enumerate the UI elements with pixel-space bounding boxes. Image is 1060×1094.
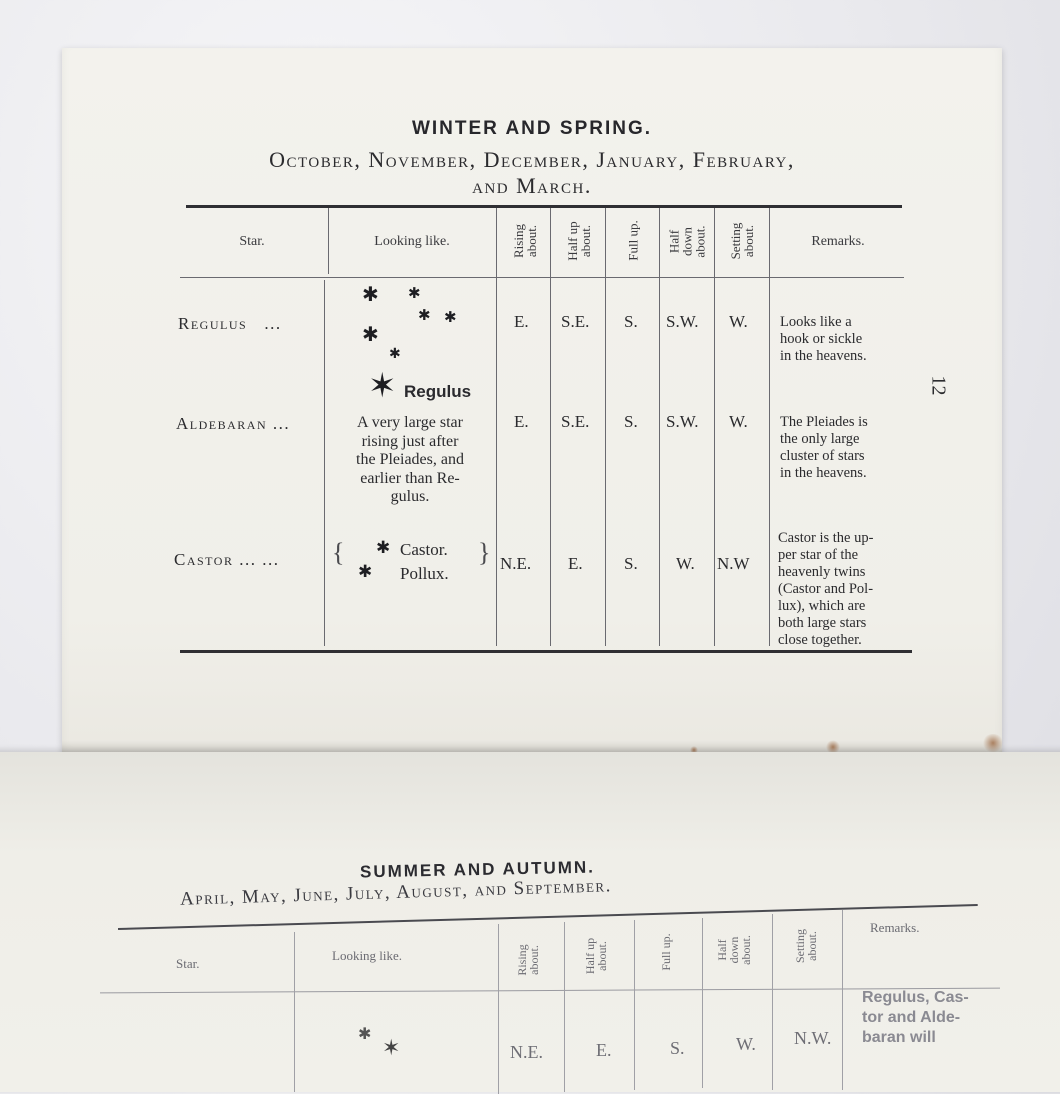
header-remarks: Remarks. [811, 234, 865, 249]
section-title: WINTER AND SPRING. [411, 118, 653, 139]
castor-label: Castor. [400, 540, 448, 559]
star-icon: ✱ [358, 562, 373, 582]
star-icon: ✱ [408, 284, 421, 302]
star-icon: ✱ [389, 346, 401, 362]
header-rising: Rising about. [511, 224, 539, 258]
section-title: SUMMER AND AUTUMN. [359, 857, 596, 882]
regulus-star-icon: ✶ [368, 366, 397, 406]
star-name-regulus: Regulus ... [178, 314, 282, 333]
header-full-up: Full up. [659, 933, 673, 971]
months-line: April, May, June, July, August, and September. [179, 875, 613, 910]
column-divider [328, 208, 329, 274]
remarks-cell: Looks like a hook or sickle in the heavens. [780, 314, 867, 364]
remarks-cell: Regulus, Cas- tor and Alde- baran will [862, 989, 969, 1046]
header-rising: Rising about. [515, 944, 541, 976]
column-divider [772, 914, 773, 1090]
top-page [62, 48, 1002, 760]
regulus-diagram-label: Regulus [404, 382, 472, 401]
column-divider [498, 924, 499, 1094]
star-icon: ✱ [418, 306, 431, 324]
column-divider [550, 208, 551, 646]
column-divider [605, 208, 606, 646]
setting-value: W. [729, 312, 748, 331]
star-icon: ✶ [382, 1036, 401, 1061]
setting-value: N.W [717, 554, 750, 573]
half-down-value: W. [676, 554, 695, 573]
column-divider [634, 920, 635, 1090]
rising-value: N.E. [510, 1042, 543, 1062]
header-half-down: Half down about. [666, 225, 708, 258]
full-up-value: S. [624, 554, 638, 573]
remarks-cell: The Pleiades is the only large cluster of stars in the heavens. [780, 414, 868, 481]
star-name-aldebaran: Aldebaran ... [176, 414, 291, 433]
header-half-down: Half down about. [715, 935, 753, 965]
header-half-up: Half up about. [565, 221, 593, 261]
months-line-1: October, November, December, January, February, [269, 147, 795, 172]
header-bottom-rule [180, 277, 904, 278]
half-down-value: S.W. [666, 312, 699, 331]
full-up-value: S. [624, 312, 638, 331]
star-icon: ✱ [444, 308, 457, 326]
star-icon: ✱ [376, 538, 391, 558]
page-number: 12 [927, 375, 950, 396]
column-divider [496, 208, 497, 646]
header-star: Star. [239, 234, 265, 249]
bottom-page [0, 752, 1060, 1092]
star-icon: ✱ [358, 1024, 372, 1043]
header-setting: Setting about. [793, 929, 819, 964]
rising-value: E. [514, 412, 529, 431]
header-looking-like: Looking like. [374, 234, 450, 249]
header-remarks: Remarks. [870, 920, 920, 935]
right-brace: } [478, 538, 491, 567]
rising-value: N.E. [500, 554, 532, 573]
setting-value: W. [729, 412, 748, 431]
setting-value: N.W. [794, 1028, 832, 1048]
half-up-value: S.E. [561, 312, 590, 331]
column-divider [842, 910, 843, 1090]
full-up-value: S. [624, 412, 638, 431]
pollux-label: Pollux. [400, 564, 449, 583]
header-star: Star. [176, 956, 200, 971]
header-looking-like: Looking like. [332, 948, 403, 963]
half-down-value: W. [736, 1034, 756, 1054]
column-divider [659, 208, 660, 646]
star-name-castor: Castor ... ... [174, 550, 280, 569]
column-divider [324, 280, 325, 646]
foxing-stain [982, 734, 1004, 752]
table-top-rule [186, 205, 902, 208]
half-up-value: E. [596, 1040, 612, 1060]
column-divider [714, 208, 715, 646]
header-setting: Setting about. [728, 222, 756, 260]
table-bottom-rule [180, 650, 912, 653]
header-full-up: Full up. [625, 220, 641, 261]
star-icon: ✱ [362, 322, 379, 346]
rising-value: E. [514, 312, 529, 331]
remarks-cell: Castor is the up- per star of the heavenly twins (Castor and Pol- lux), which are both large stars close together. [778, 530, 874, 648]
months-line-2: and March. [472, 173, 592, 198]
half-up-value: E. [568, 554, 583, 573]
half-up-value: S.E. [561, 412, 590, 431]
star-icon: ✱ [362, 282, 379, 306]
half-down-value: S.W. [666, 412, 699, 431]
looking-like-cell: A very large star rising just after the Pleiades, and earlier than Re- gulus. [356, 414, 464, 505]
column-divider [564, 922, 565, 1092]
full-up-value: S. [670, 1038, 685, 1058]
column-divider [294, 932, 295, 1092]
column-divider [769, 208, 770, 646]
column-divider [702, 918, 703, 1088]
left-brace: { [332, 538, 345, 567]
header-half-up: Half up about. [583, 937, 609, 975]
